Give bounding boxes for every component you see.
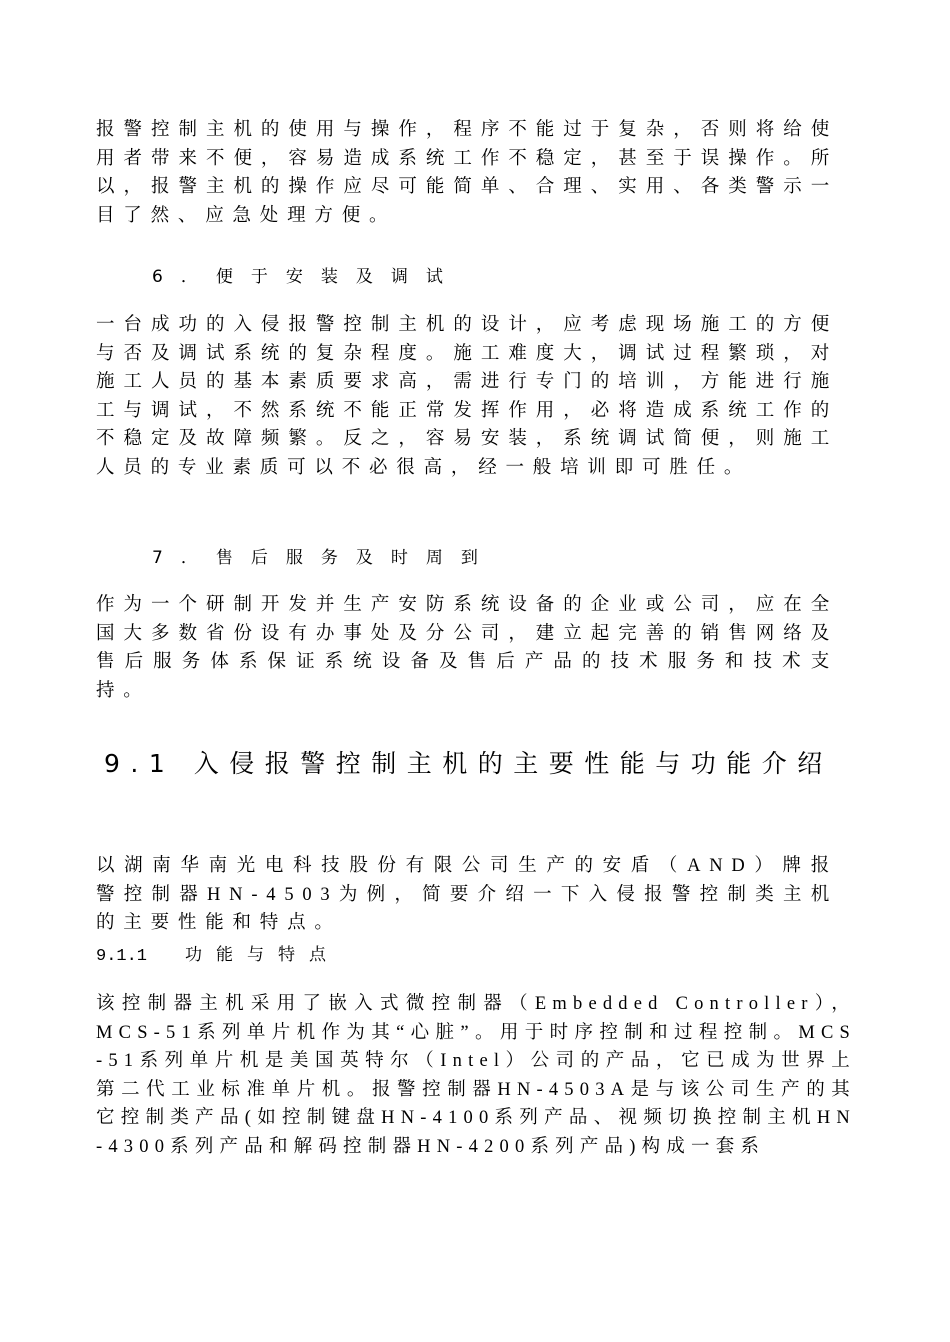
paragraph-features: 该控制器主机采用了嵌入式微控制器（Embedded Controller），MCS-51系列单片机作为其“心脏”。用于时序控制和过程控制。MCS-51系列单片机是美国英特尔（Intel）公司的产品，它已成为世界上第二代工业标准单片机。报警控制器HN-4503A是与该公司生产的其它控制类产品(如控制键盘HN-4100系列产品、视频切换控制主机HN-4300系列产品和解码控制器HN-4200系列产品)构成一套系: [96, 994, 856, 1157]
paragraph-intro-product: 以湖南华南光电科技股份有限公司生产的安盾（AND）牌报警控制器HN-4503为例，简要介绍一下入侵报警控制类主机的主要性能和特点。: [96, 856, 838, 934]
section-title: 9.1 入侵报警控制主机的主要性能与功能介绍: [104, 749, 833, 778]
subsection-number: 9.1.1: [96, 947, 148, 966]
subsection-heading: [96, 940, 340, 966]
paragraph-after-sales: 作为一个研制开发并生产安防系统设备的企业或公司，应在全国大多数省份设有办事处及分公司，建立起完善的销售网络及售后服务体系保证系统设备及售后产品的技术服务和技术支持。: [96, 595, 838, 701]
heading-after-sales: 7．售后服务及时周到: [152, 548, 496, 568]
heading-installation: 6．便于安装及调试: [152, 267, 461, 287]
paragraph-installation: 一台成功的入侵报警控制主机的设计，应考虑现场施工的方便与否及调试系统的复杂程度。施工难度大，调试过程繁琐，对施工人员的基本素质要求高，需进行专门的培训，方能进行施工与调试，不然系统不能正常发挥作用，必将造成系统工作的不稳定及故障频繁。反之，容易安装，系统调试简便，则施工人员的专业素质可以不必很高，经一般培训即可胜任。: [96, 315, 838, 478]
subsection-title: 功能与特点: [185, 945, 341, 965]
paragraph-operation: 报警控制主机的使用与操作，程序不能过于复杂，否则将给使用者带来不便，容易造成系统工作不稳定，甚至于误操作。所以，报警主机的操作应尽可能简单、合理、实用、各类警示一目了然、应急处理方便。: [96, 120, 838, 226]
